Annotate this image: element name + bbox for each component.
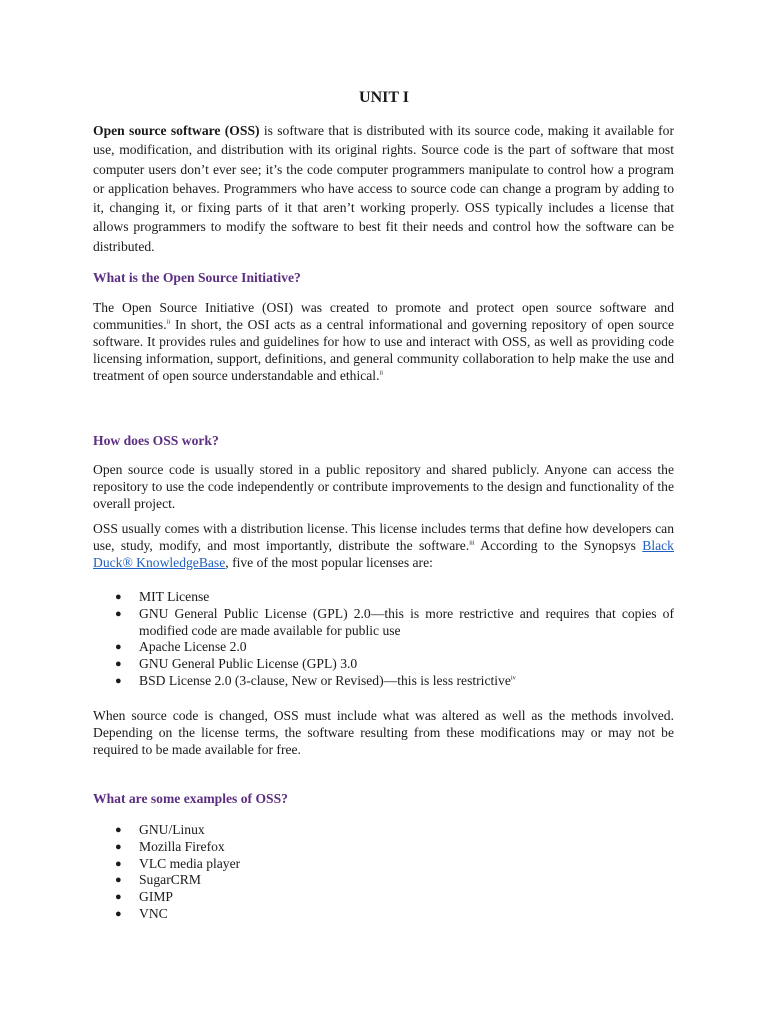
list-item: ● Apache License 2.0 xyxy=(115,639,247,655)
bullet-icon: ● xyxy=(115,840,122,853)
bullet-icon: ● xyxy=(115,874,122,887)
examples-list xyxy=(93,822,674,923)
footnote-ref[interactable]: iv xyxy=(510,674,516,682)
page-title: UNIT I xyxy=(359,89,409,106)
heading-examples: What are some examples of OSS? xyxy=(93,791,288,806)
list-item: ● Mozilla Firefox xyxy=(115,838,225,854)
bullet-icon: ● xyxy=(115,857,122,870)
bullet-icon: ● xyxy=(115,891,122,904)
license-text-1: OSS usually comes with a distribution license. This license includes terms that define how developers can use, study, modify, and most importantly, distribute the software. xyxy=(93,521,674,553)
bullet-icon: ● xyxy=(115,658,122,671)
footnote-ref[interactable]: ii xyxy=(166,318,171,326)
bullet-icon: ● xyxy=(115,641,122,654)
list-item: ● BSD License 2.0 (3-clause, New or Revised)—this is less restrictive$^{iv}$ xyxy=(115,672,516,688)
list-item: ● GNU General Public License (GPL) 2.0—this is more restrictive and requires that copies of modified code are made available for public use xyxy=(115,605,674,638)
list-item: ● GNU/Linux xyxy=(115,822,205,837)
bullet-icon: ● xyxy=(115,607,122,620)
bullet-icon: ● xyxy=(115,674,122,687)
license-text-2: According to the Synopsys xyxy=(474,537,643,553)
list-item: ● GIMP xyxy=(115,889,173,905)
heading-osi: What is the Open Source Initiative? xyxy=(93,270,301,285)
footnote-ref[interactable]: iii xyxy=(469,539,475,547)
intro-lead: Open source software (OSS) xyxy=(93,123,260,138)
list-item: ● SugarCRM xyxy=(115,872,201,888)
osi-text-1: The Open Source Initiative (OSI) was created to promote and protect open source software and communities. xyxy=(93,300,674,332)
license-text-3: , five of the most popular licenses are: xyxy=(225,554,433,570)
repository-paragraph: Open source code is usually stored in a public repository and shared publicly. Anyone can access the repository to use the code independently or contribute improvements to the design and functionality of the overall project. xyxy=(93,462,674,511)
license-paragraph xyxy=(93,521,674,572)
list-item: ● GNU General Public License (GPL) 3.0 xyxy=(115,656,358,672)
license-list xyxy=(93,589,674,690)
bullet-icon: ● xyxy=(115,907,122,920)
osi-paragraph xyxy=(93,300,674,385)
footnote-ref[interactable]: ii xyxy=(379,369,384,377)
heading-how-oss-works: How does OSS work? xyxy=(93,433,219,448)
bullet-icon: ● xyxy=(115,591,122,603)
osi-text-2: In short, the OSI acts as a central informational and governing repository of open source software. It provides rules and guidelines for how to use and interact with OSS, as well as providing code licensing information, support, definitions, and general community collaboration to help make the use and treatment of open source understandable and ethical. xyxy=(93,316,674,383)
black-duck-link[interactable]: Black Duck® KnowledgeBase xyxy=(93,537,674,570)
list-item: ● MIT License xyxy=(115,589,210,604)
intro-text: is software that is distributed with its source code, making it available for use, modification, and distribution with its original rights. Source code is the part of software that most computer users don’t ever see; it’s the code computer programmers manipulate to control how a program or application behaves. Programmers who have access to source code can change a program by adding to it, changing it, or fixing parts of it that aren’t working properly. OSS typically includes a license that allows programmers to modify the software to best fit their needs and control how the software can be distributed. xyxy=(93,123,674,254)
list-item: ● VLC media player xyxy=(115,855,241,871)
list-item: ● VNC xyxy=(115,905,168,921)
modification-paragraph: When source code is changed, OSS must include what was altered as well as the methods involved. Depending on the license terms, the software resulting from these modifications may or may not be required to be made available for free. xyxy=(93,708,674,757)
intro-paragraph xyxy=(93,121,674,256)
bullet-icon: ● xyxy=(115,824,122,836)
